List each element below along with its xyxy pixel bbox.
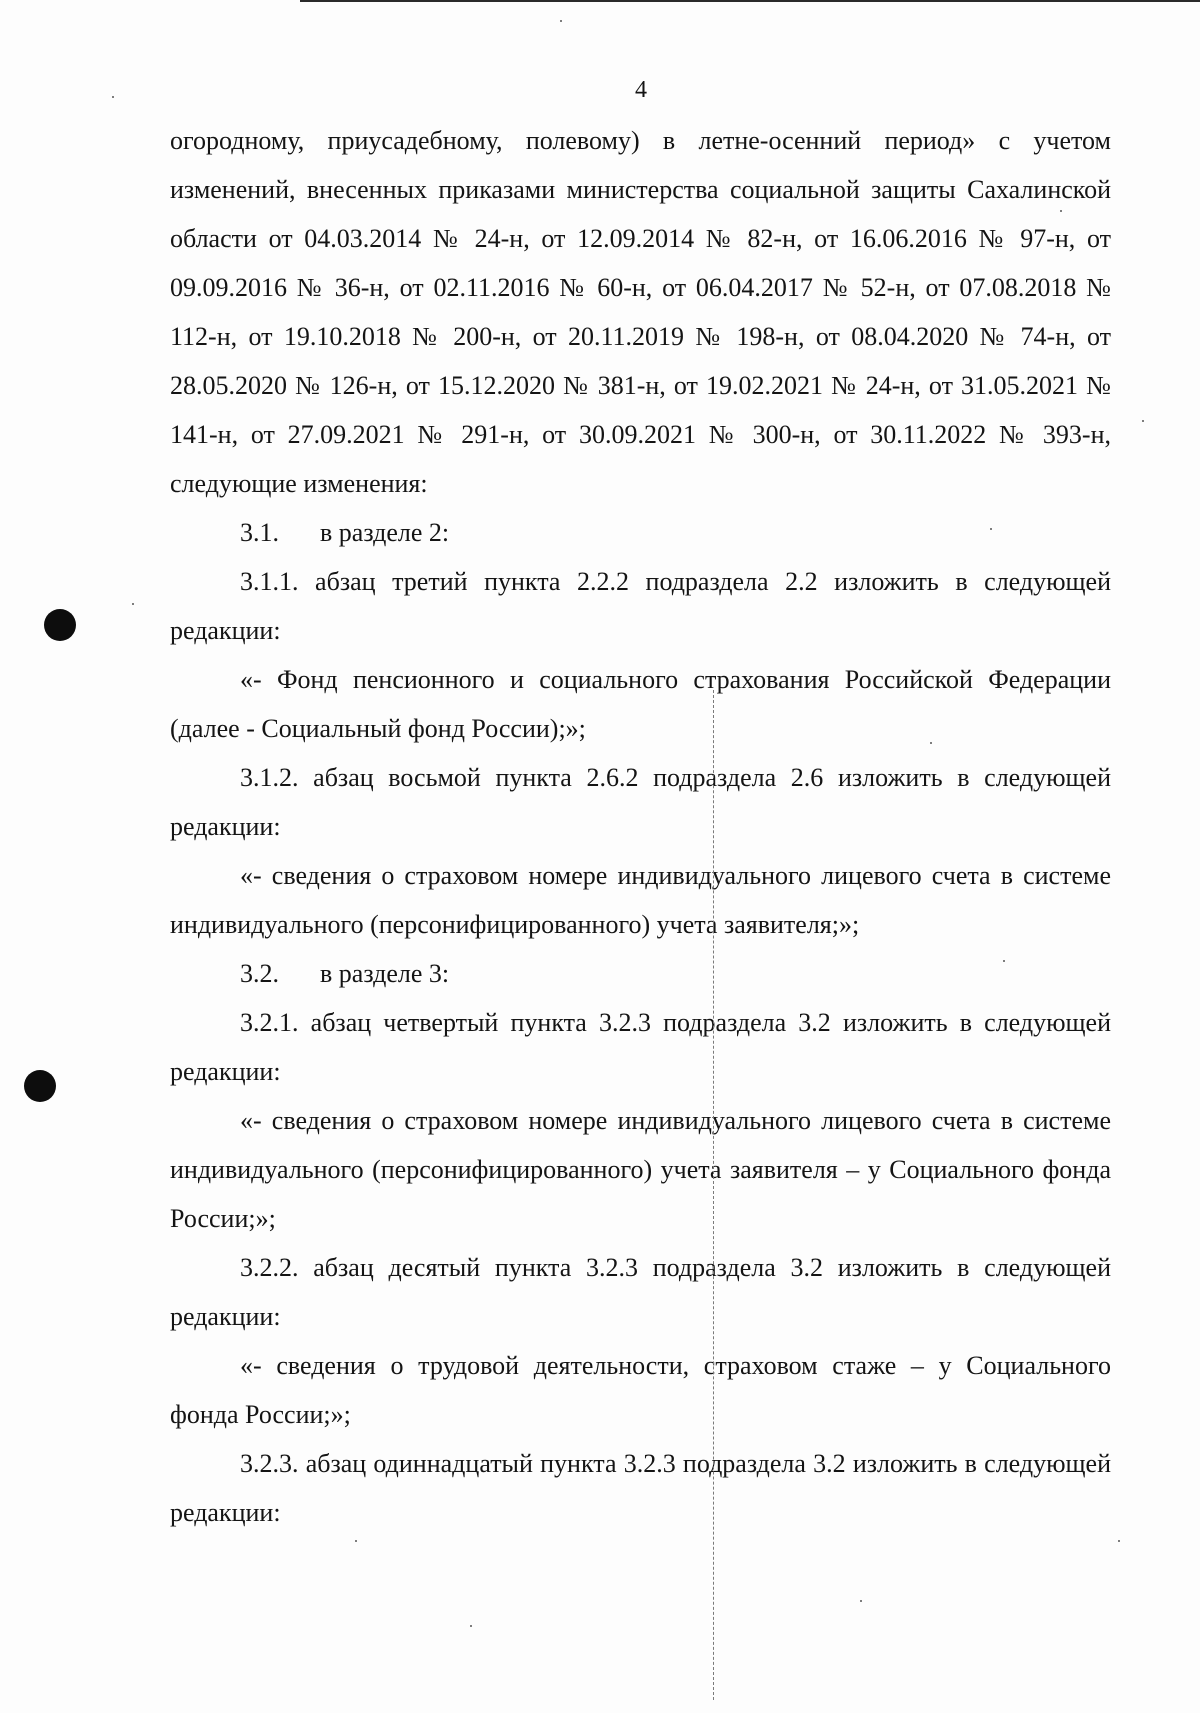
paragraph-quote: «- сведения о трудовой деятельности, страховом стаже – у Социального фонда России;»;: [170, 1351, 1111, 1429]
section-heading-text: в разделе 2:: [320, 518, 450, 547]
scan-speck: [470, 1625, 472, 1627]
page-number: 4: [635, 77, 647, 103]
paragraph-quote: «- сведения о страховом номере индивидуального лицевого счета в системе индивидуального (персонифицированного) учета заявителя – у Социального фонда России;»;: [170, 1106, 1111, 1233]
section-number: 3.1.: [240, 518, 279, 547]
punch-hole-mark: [24, 1070, 56, 1102]
section-number: 3.2.: [240, 959, 279, 988]
scan-speck: [990, 528, 992, 530]
document-body: [170, 116, 1111, 1537]
paragraph-3-2-2: 3.2.2. абзац десятый пункта 3.2.3 подраздела 3.2 изложить в следующей редакции:: [170, 1253, 1111, 1331]
scan-speck: [1003, 960, 1005, 962]
section-heading-3-1: [170, 508, 1111, 557]
section-heading-text: в разделе 3:: [320, 959, 450, 988]
punch-hole-mark: [44, 609, 76, 641]
scan-speck: [930, 742, 932, 744]
scan-speck: [355, 1540, 357, 1542]
scan-speck: [112, 96, 114, 98]
scan-speck: [1060, 210, 1062, 212]
paragraph-3-2-1: 3.2.1. абзац четвертый пункта 3.2.3 подраздела 3.2 изложить в следующей редакции:: [170, 1008, 1111, 1086]
scan-top-edge: [300, 0, 1200, 2]
paragraph-continuation: огородному, приусадебному, полевому) в летне-осенний период» с учетом изменений, внесенных приказами министерства социальной защиты Сахалинской области от 04.03.2014 № 24-н, от 12.09.2014 № 82-н, от 16.06.2016 № 97-н, от 09.09.2016 № 36-н, от 02.11.2016 № 60-н, от 06.04.2017 № 52-н, от 07.08.2018 № 112-н, от 19.10.2018 № 200-н, от 20.11.2019 № 198-н, от 08.04.2020 № 74-н, от 28.05.2020 № 126-н, от 15.12.2020 № 381-н, от 19.02.2021 № 24-н, от 31.05.2021 № 141-н, от 27.09.2021 № 291-н, от 30.09.2021 № 300-н, от 30.11.2022 № 393-н, следующие изменения:: [170, 126, 1111, 498]
scan-fold-line: [713, 690, 714, 1700]
paragraph-3-2-3: 3.2.3. абзац одиннадцатый пункта 3.2.3 подраздела 3.2 изложить в следующей редакции:: [170, 1449, 1111, 1527]
paragraph-3-1-1: 3.1.1. абзац третий пункта 2.2.2 подраздела 2.2 изложить в следующей редакции:: [170, 567, 1111, 645]
section-heading-3-2: [170, 949, 1111, 998]
scan-speck: [560, 20, 562, 22]
paragraph-3-1-2: 3.1.2. абзац восьмой пункта 2.6.2 подраздела 2.6 изложить в следующей редакции:: [170, 763, 1111, 841]
scan-speck: [1142, 420, 1144, 422]
paragraph-quote: «- сведения о страховом номере индивидуального лицевого счета в системе индивидуального (персонифицированного) учета заявителя;»;: [170, 861, 1111, 939]
scan-speck: [860, 1600, 862, 1602]
scan-speck: [132, 603, 134, 605]
scan-speck: [1118, 1540, 1120, 1542]
paragraph-quote: «- Фонд пенсионного и социального страхования Российской Федерации (далее - Социальный фонд России);»;: [170, 665, 1111, 743]
